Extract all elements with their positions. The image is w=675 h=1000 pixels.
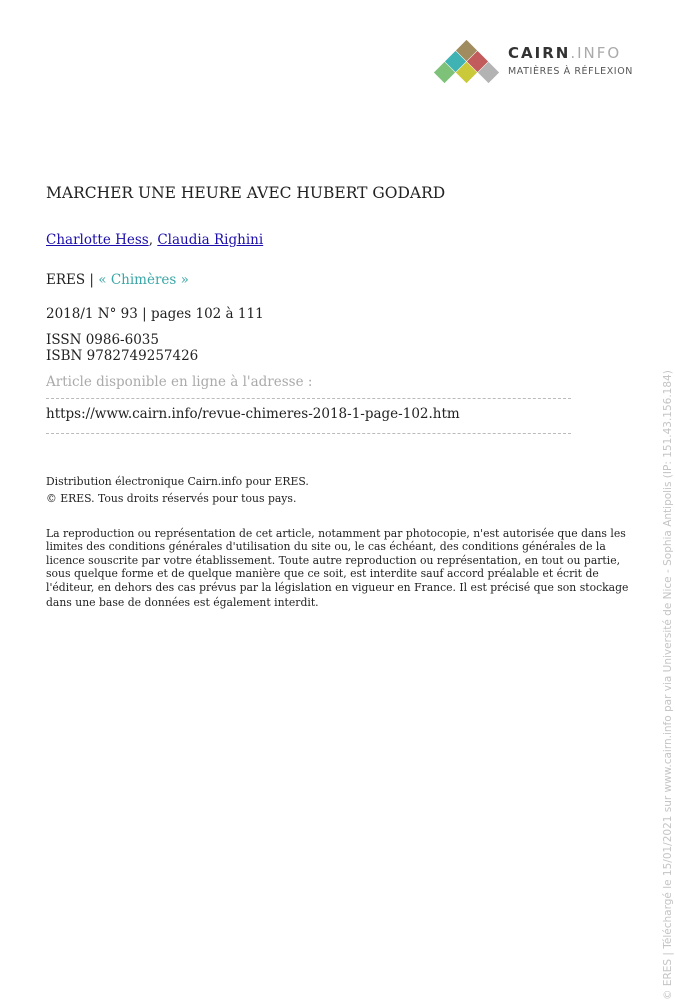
divider	[46, 433, 571, 434]
review-link[interactable]: « Chimères »	[98, 272, 189, 288]
logo-name: CAIRN.INFO	[508, 44, 622, 62]
legal-notice	[46, 527, 628, 609]
distribution-note: Distribution électronique Cairn.info pour ERES.	[46, 475, 309, 488]
publication	[46, 272, 189, 288]
divider	[46, 398, 571, 399]
author-link[interactable]: Claudia Righini	[157, 232, 264, 248]
publisher: ERES	[46, 272, 86, 288]
issue-info: 2018/1 N° 93 | pages 102 à 111	[46, 306, 264, 322]
download-watermark: © ERES | Téléchargé le 15/01/2021 sur www.cairn.info par via Université de Nice - Sophia Antipolis (IP: 151.43.156.184)	[662, 370, 674, 1000]
cairn-logo[interactable]	[430, 40, 640, 88]
logo-tagline: MATIÈRES À RÉFLEXION	[508, 66, 633, 77]
legal-line: limites des conditions générales d'utilisation du site ou, le cas échéant, des conditions générales de la	[46, 540, 606, 554]
legal-line: l'éditeur, en dehors des cas prévus par la législation en vigueur en France. Il est précisé que son stockage	[46, 580, 629, 594]
author-separator: ,	[148, 232, 158, 248]
author-link[interactable]: Charlotte Hess	[46, 232, 149, 248]
legal-line: licence souscrite par votre établissement. Toute autre reproduction ou représentation, en tout ou partie,	[46, 553, 621, 567]
copyright-note: © ERES. Tous droits réservés pour tous pays.	[46, 492, 297, 505]
isbn: ISBN 9782749257426	[46, 348, 199, 364]
separator: |	[85, 272, 99, 288]
legal-line: dans une base de données est également interdit.	[46, 596, 319, 610]
article-title: MARCHER UNE HEURE AVEC HUBERT GODARD	[46, 184, 446, 202]
legal-line: sous quelque forme et de quelque manière que ce soit, est interdite sauf accord préalable et écrit de	[46, 567, 599, 581]
authors	[46, 232, 263, 248]
available-label: Article disponible en ligne à l'adresse :	[46, 374, 313, 390]
legal-line: La reproduction ou représentation de cet article, notamment par photocopie, n'est autorisée que dans les	[46, 527, 626, 540]
article-url[interactable]: https://www.cairn.info/revue-chimeres-2018-1-page-102.htm	[46, 406, 460, 422]
issn: ISSN 0986-6035	[46, 332, 159, 348]
